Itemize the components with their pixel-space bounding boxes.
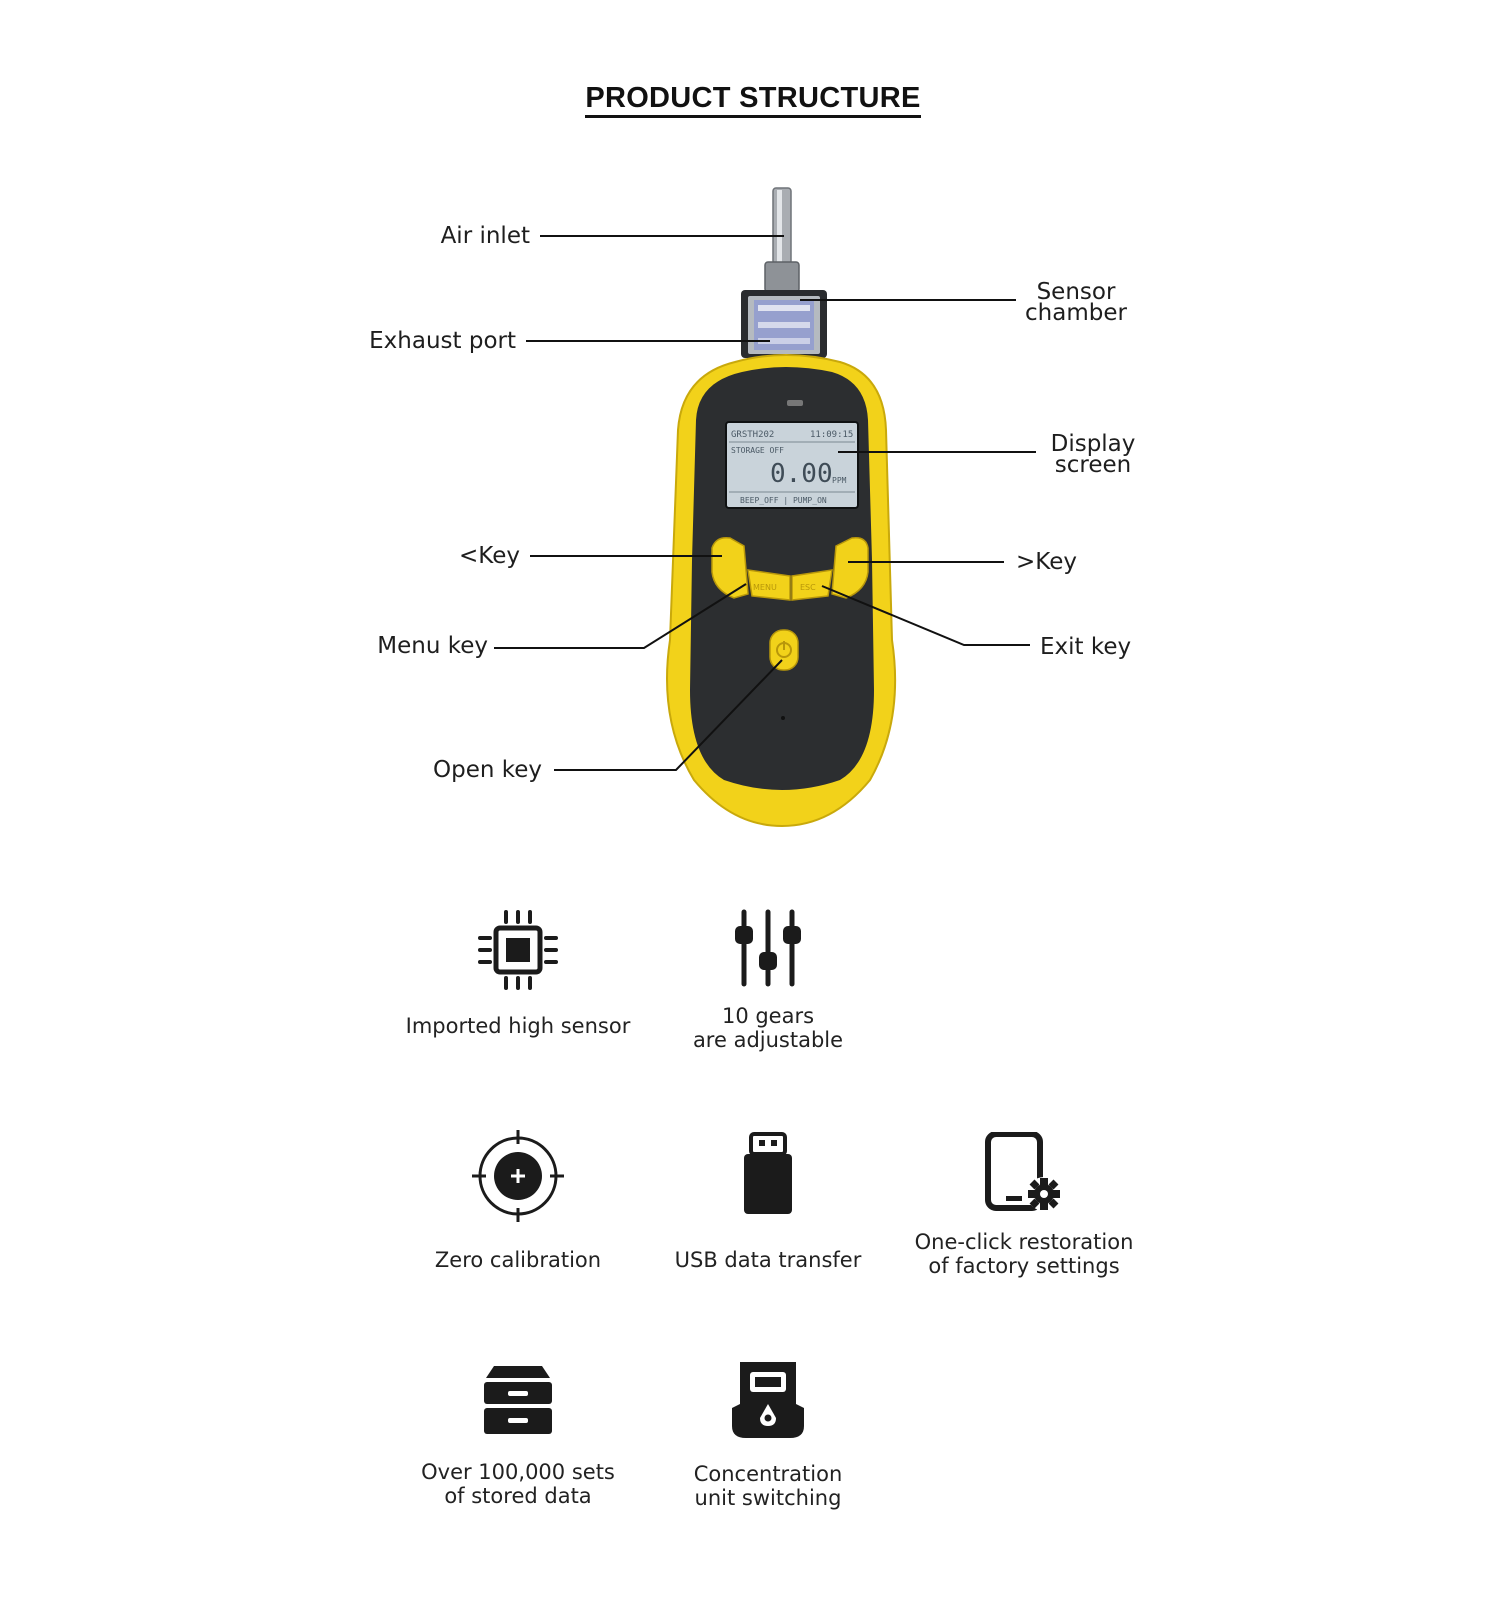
feature-stored-data [378,1364,658,1508]
feature-unit-switching [628,1360,908,1510]
tablet-gear-icon [982,1132,1066,1216]
feature-label: Imported high sensor [405,1014,631,1038]
usb-icon [738,1132,798,1216]
callout-display-screen-line1: Display [1050,431,1136,457]
unit-switch-icon [730,1360,806,1440]
feature-label: Over 100,000 sets of stored data [421,1460,615,1508]
lcd-unit: PPM [832,476,847,485]
power-button [770,630,798,670]
callout-open-key: Open key [432,757,542,783]
callout-air-inlet: Air inlet [440,223,530,249]
callout-right-key: >Key [1016,549,1077,575]
feature-zero-calibration [378,1130,658,1272]
feature-label: 10 gears are adjustable [692,1004,844,1052]
callout-left-key: <Key [459,543,520,569]
menu-key-label: MENU [753,583,777,592]
storage-drawer-icon [482,1364,554,1436]
callout-sensor-chamber-line1: Sensor [1036,279,1116,305]
lcd-top-left: GRSTH202 [731,430,775,440]
callout-exhaust-port: Exhaust port [369,328,516,354]
lcd-top-right: 11:09:15 [810,430,854,440]
feature-label: Zero calibration [434,1248,602,1272]
lcd-bottom: BEEP_OFF | PUMP_ON [740,496,827,505]
page-title: PRODUCT STRUCTURE [0,82,1506,115]
callout-sensor-chamber [1016,279,1136,326]
esc-key-label: ESC [800,583,816,592]
callout-exit-key: Exit key [1040,634,1132,660]
callout-sensor-chamber-line2: chamber [1025,300,1127,326]
feature-label: One-click restoration of factory settings [914,1230,1134,1278]
feature-label: USB data transfer [674,1248,862,1272]
callout-menu-key: Menu key [377,633,488,659]
display-screen [726,422,858,508]
callout-display-screen [1038,431,1148,478]
crosshair-icon [472,1130,564,1222]
lcd-status: STORAGE OFF [731,446,784,455]
chip-icon [476,908,560,992]
feature-factory-restore [884,1132,1164,1278]
callout-display-screen-line2: screen [1054,452,1132,478]
feature-gears-adjustable [628,906,908,1052]
probe [765,188,799,292]
feature-imported-sensor [378,908,658,1038]
feature-usb-transfer [628,1132,908,1272]
sliders-icon [726,906,810,990]
feature-label: Concentration unit switching [693,1462,843,1510]
lcd-reading: 0.00 [770,459,833,489]
